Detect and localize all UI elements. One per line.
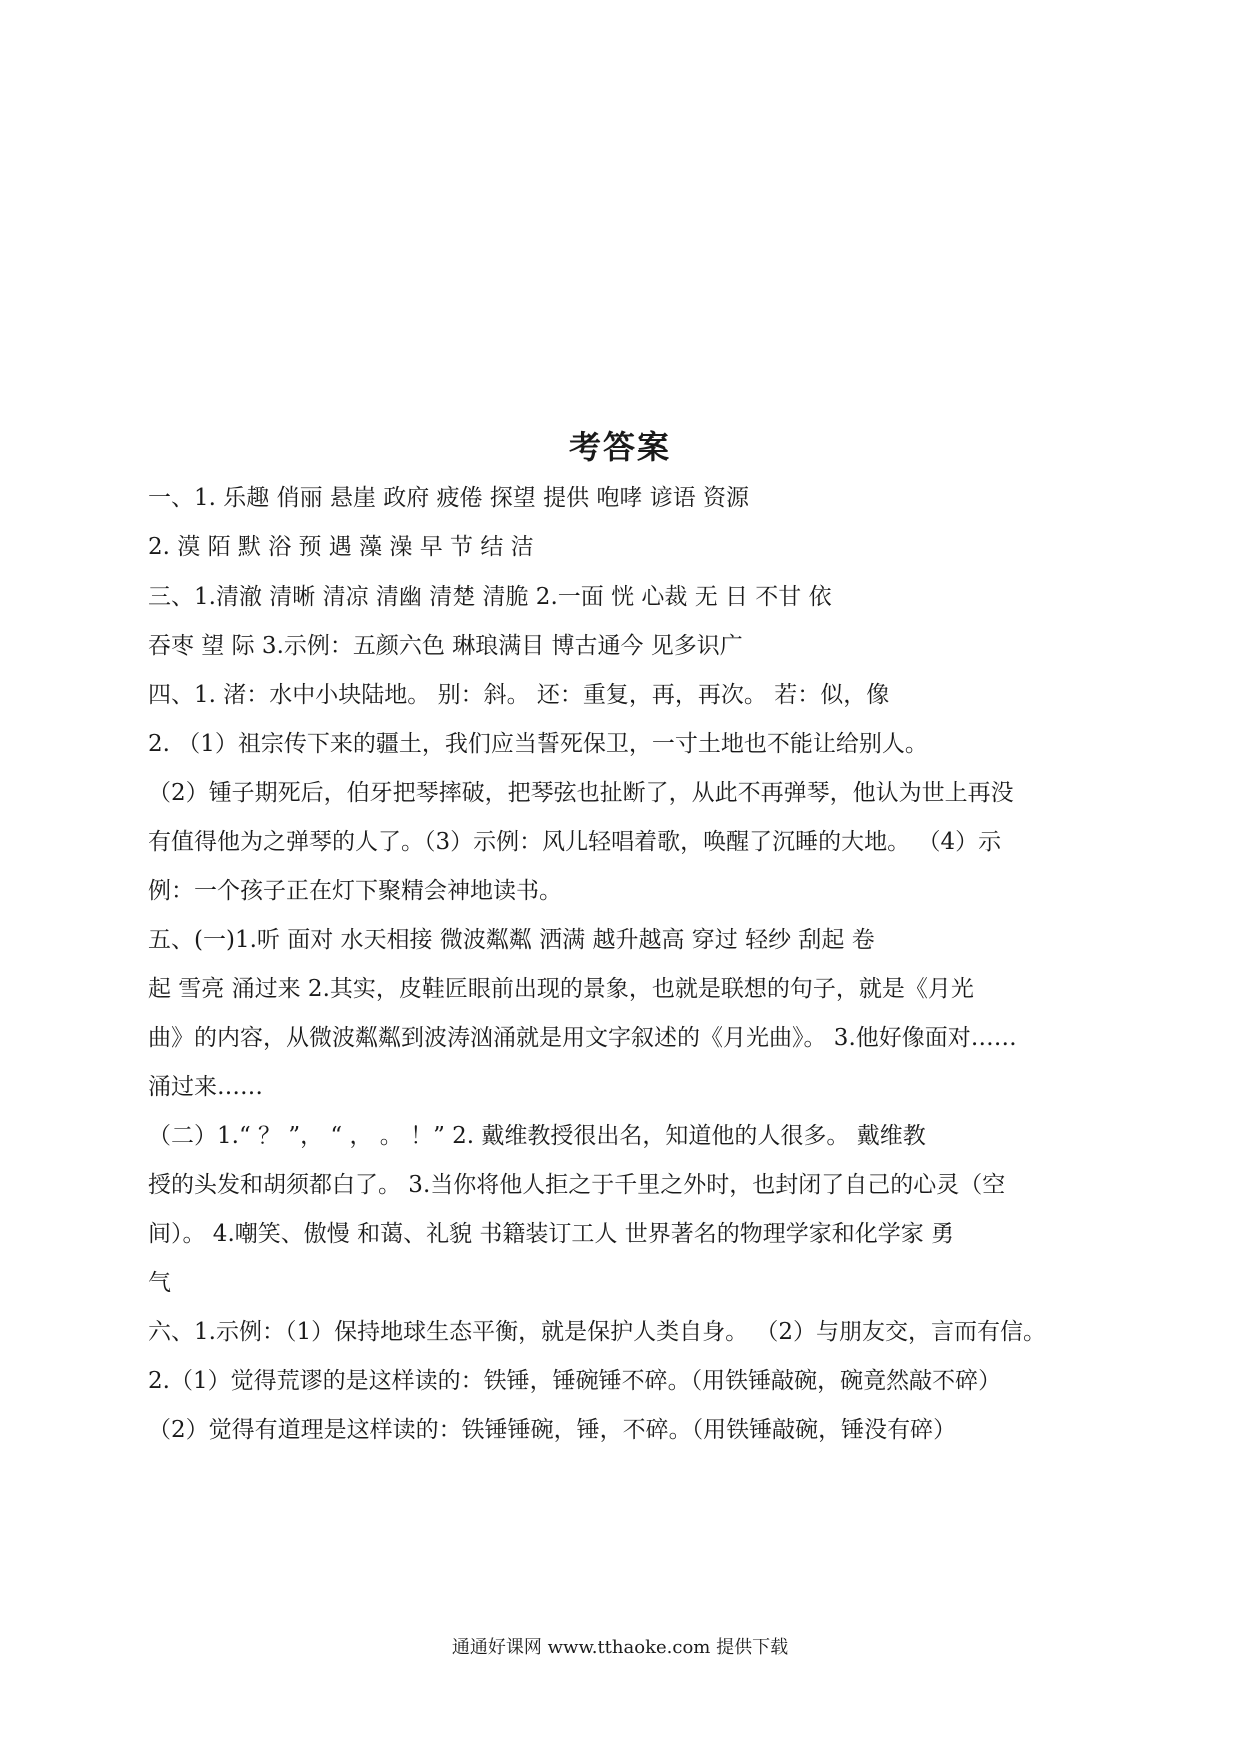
answer-line: 有值得他为之弹琴的人了。（3）示例：风儿轻唱着歌，唤醒了沉睡的大地。 （4）示: [148, 829, 1002, 855]
answer-line: （2）觉得有道理是这样读的：铁锤锤碗，锤，不碎。（用铁锤敲碗，锤没有碎）: [148, 1417, 957, 1443]
answer-line: 2. （1）祖宗传下来的疆土，我们应当誓死保卫，一寸土地也不能让给别人。: [148, 731, 928, 757]
answer-line: 2.（1）觉得荒谬的是这样读的：铁锤，锤碗锤不碎。（用铁锤敲碗，碗竟然敲不碎）: [148, 1368, 1002, 1394]
answer-line: 六、1.示例：（1）保持地球生态平衡，就是保护人类自身。 （2）与朋友交，言而有信。: [148, 1319, 1047, 1345]
answer-line: 一、1. 乐趣 俏丽 悬崖 政府 疲倦 探望 提供 咆哮 谚语 资源: [148, 485, 750, 511]
answer-line: 间）。 4.嘲笑、傲慢 和蔼、礼貌 书籍装订工人 世界著名的物理学家和化学家 勇: [148, 1221, 954, 1247]
answer-line: 起 雪亮 涌过来 2.其实，皮鞋匠眼前出现的景象，也就是联想的句子，就是《月光: [148, 976, 974, 1002]
answer-line: 涌过来……: [148, 1074, 263, 1100]
page-title: 考答案: [568, 428, 671, 466]
answer-line: 授的头发和胡须都白了。 3.当你将他人拒之于千里之外时，也封闭了自己的心灵（空: [148, 1172, 1006, 1198]
answer-line: （2）锺子期死后，伯牙把琴摔破，把琴弦也扯断了，从此不再弹琴，他认为世上再没: [148, 780, 1014, 806]
answer-line: 例：一个孩子正在灯下聚精会神地读书。: [148, 878, 562, 904]
answer-line: 吞枣 望 际 3.示例：五颜六色 琳琅满目 博古通今 见多识广: [148, 633, 743, 659]
answer-line: 气: [148, 1270, 171, 1296]
answer-line: 2. 漠 陌 默 浴 预 遇 藻 澡 早 节 结 洁: [148, 534, 534, 560]
answer-line: 五、(一)1.听 面对 水天相接 微波粼粼 洒满 越升越高 穿过 轻纱 刮起 卷: [148, 927, 875, 953]
footer-source: 通通好课网 www.tthaoke.com 提供下载: [451, 1637, 789, 1658]
answer-line: 四、1. 渚：水中小块陆地。 别：斜。 还：重复，再，再次。 若：似，像: [148, 682, 890, 708]
answer-line: 曲》的内容，从微波粼粼到波涛汹涌就是用文字叙述的《月光曲》。 3.他好像面对……: [148, 1025, 1017, 1051]
answer-line: 三、1.清澈 清晰 清凉 清幽 清楚 清脆 2.一面 恍 心裁 无 日 不甘 依: [148, 584, 832, 610]
answer-line: （二）1.“ ？ ”， “ ， 。 ！” 2. 戴维教授很出名，知道他的人很多。 戴维教: [148, 1123, 926, 1149]
